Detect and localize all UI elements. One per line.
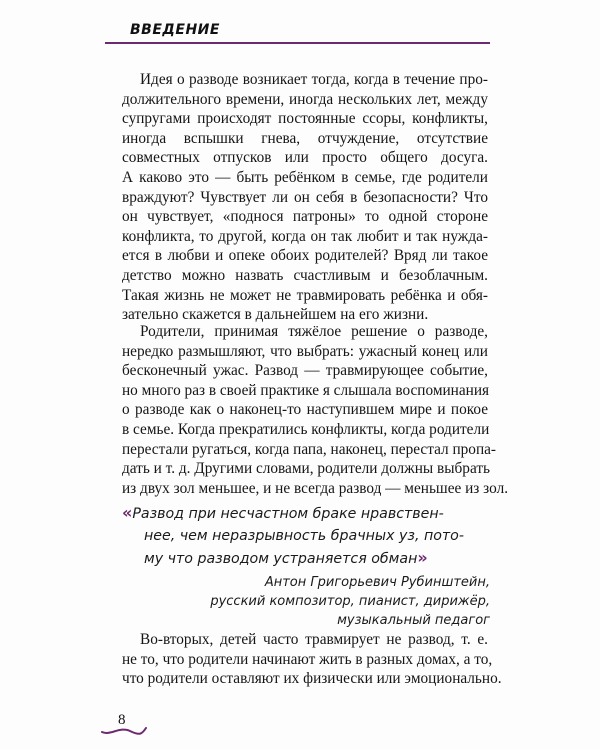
running-header: ВВЕДЕНИЕ xyxy=(130,22,220,38)
text-line: иногда вспышки гнева, отчуждение, отсутствие xyxy=(122,129,488,147)
text-line: дать и т. д. Другими словами, родители должны выбрать xyxy=(122,460,491,478)
paragraph-2 xyxy=(122,322,509,498)
text-line: детство можно назвать счастливым и безоблачным. xyxy=(122,266,488,284)
text-line: Родители, принимая тяжёлое решение о разводе, xyxy=(140,323,488,340)
text-line: о разводе как о наконец-то наступившем мире и покое xyxy=(122,401,488,419)
attribution-role: русский композитор, пианист, дирижёр, xyxy=(210,594,490,609)
paragraph-1 xyxy=(122,70,488,325)
text-line: но много раз в своей практике я слышала воспоминания xyxy=(122,381,490,399)
text-line: Такая жизнь не может не травмировать ребёнка и обя- xyxy=(122,286,488,304)
attribution-role: музыкальный педагог xyxy=(337,613,490,628)
text-line: из двух зол меньшее, и не всегда развод — меньшее из зол. xyxy=(122,479,509,497)
text-line: враждуют? Чувствует ли он себя в безопасности? Что xyxy=(122,188,488,206)
text-line: нередко размышляют, что выбрать: ужасный конец или xyxy=(122,342,488,360)
paragraph-3 xyxy=(122,630,502,689)
text-line: Идея о разводе возникает тогда, когда в течение про- xyxy=(140,71,488,88)
quote-attribution xyxy=(190,573,490,630)
text-line: А каково это — быть ребёнком в семье, где родители xyxy=(122,168,488,186)
text-line: Во-вторых, детей часто травмирует не развод, т. е. xyxy=(140,631,488,648)
quote-line: нее, чем неразрывность брачных уз, пото- xyxy=(144,528,464,544)
text-line: совместных отпусков или просто общего досуга. xyxy=(122,149,488,167)
text-line: не то, что родители начинают жить в разных домах, а то, xyxy=(122,650,493,668)
text-line: ется в любви и опеке обоих родителей? Вряд ли такое xyxy=(122,247,488,265)
text-line: он чувствует, «поднося патроны» то одной стороне xyxy=(122,208,488,226)
page-number-swash-icon xyxy=(100,722,148,738)
header-rule xyxy=(105,42,490,44)
close-quote-mark: » xyxy=(417,548,428,567)
attribution-name: Антон Григорьевич Рубинштейн, xyxy=(264,575,490,590)
text-line: должительного времени, иногда нескольких лет, между xyxy=(122,90,488,108)
page-number: 8 xyxy=(118,712,126,728)
text-line: супругами происходят постоянные ссоры, конфликты, xyxy=(122,110,488,128)
text-line: конфликта, то другой, когда он так любит и так нужда- xyxy=(122,227,488,245)
text-line: что родители оставляют их физически или эмоционально. xyxy=(122,670,502,688)
text-line: зательно скажется в дальнейшем на его жизни. xyxy=(122,306,429,324)
quote-line: му что разводом устраняется обман» xyxy=(144,548,428,567)
quote-line: «Развод при несчастном браке нравствен- xyxy=(122,503,444,522)
epigraph-quote xyxy=(122,502,492,570)
text-line: в семье. Когда прекратились конфликты, когда родители xyxy=(122,420,490,438)
open-quote-mark: « xyxy=(122,503,133,522)
text-line: бесконечный ужас. Развод — травмирующее событие, xyxy=(122,362,488,380)
text-line: перестали ругаться, когда папа, наконец, перестал пропа- xyxy=(122,440,497,458)
